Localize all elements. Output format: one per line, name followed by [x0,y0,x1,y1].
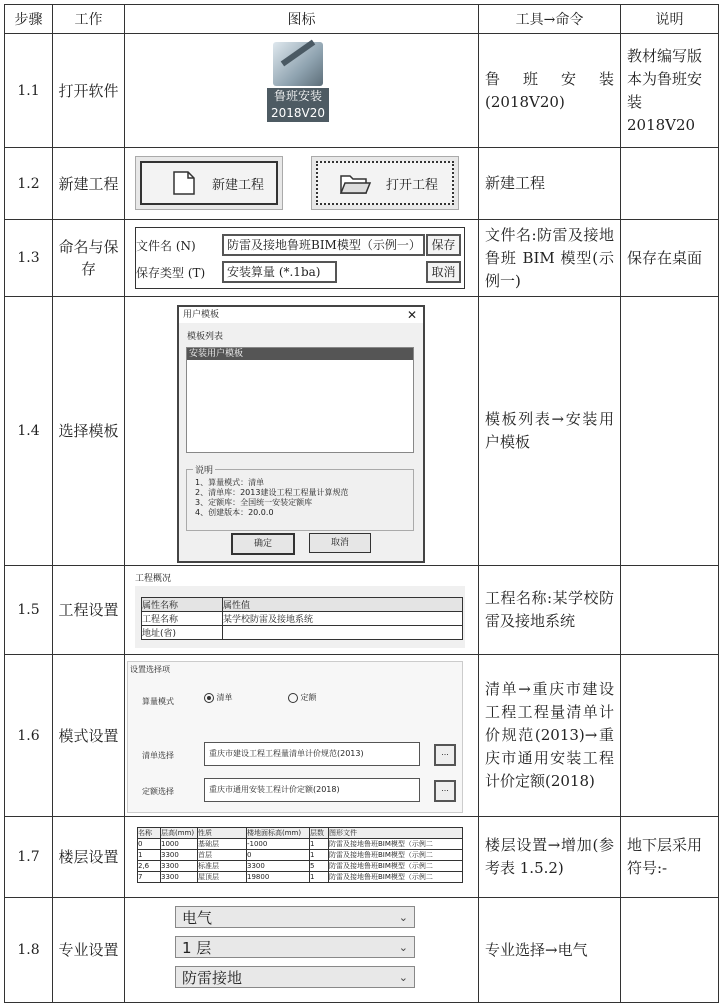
step-number: 1.7 [5,817,53,898]
filetype-label: 保存类型 (T) [136,266,206,280]
description-line: 1、算量模式：清单 [195,478,265,487]
filename-label: 文件名 (N) [136,239,196,253]
new-file-icon [168,168,198,198]
step-number: 1.6 [5,655,53,817]
command-text: 楼层设置→增加(参考表 1.5.2) [479,817,621,898]
mode-label: 算量模式 [142,697,174,706]
section-title: 工程概况 [135,574,172,584]
cancel-button[interactable]: 取消 [309,533,371,553]
figure-project-settings [125,566,478,654]
work-name: 专业设置 [53,898,125,1003]
property-value[interactable]: 某学校防雷及接地系统 [223,612,463,626]
column-header: 属性值 [223,598,463,612]
header-step: 步骤 [5,5,53,34]
floor-table [137,827,463,883]
column-header: 层高(mm) [161,828,198,839]
app-shortcut[interactable] [267,42,329,130]
step-number: 1.1 [5,34,53,148]
table-row [5,898,719,1003]
note-text [621,655,719,817]
discipline-dropdown[interactable]: 电气 ⌄ [175,906,415,928]
new-project-label: 新建工程 [212,177,265,193]
dialog-title: 用户模板 [183,310,220,320]
table-row[interactable]: 0 1000 基础层 -1000 1 防雷及接地鲁班BIM模型（示例二 [138,839,463,850]
list-browse-button[interactable]: ... [434,744,456,766]
component-dropdown[interactable]: 防雷接地 ⌄ [175,966,415,988]
list-select-field[interactable]: 重庆市建设工程工程量清单计价规范(2013) [204,742,420,766]
header-work: 工作 [53,5,125,34]
open-project-button[interactable] [311,156,459,210]
section-title: 设置选择项 [130,665,170,674]
note-text [621,898,719,1003]
step-number: 1.2 [5,148,53,220]
property-name: 工程名称 [142,612,223,626]
work-name: 工程设置 [53,566,125,655]
user-template-dialog [177,305,425,563]
table-row [5,566,719,655]
note-text: 保存在桌面 [621,220,719,297]
ok-button[interactable]: 确定 [231,533,295,555]
note-text [621,566,719,655]
command-text: 模板列表→安装用户模板 [479,297,621,566]
header-command: 工具→命令 [479,5,621,34]
figure-open-software [125,34,478,147]
new-project-button[interactable] [135,156,283,210]
command-text: 清单→重庆市建设工程工程量清单计价规范(2013)→重庆市通用安装工程计价定额(2018) [479,655,621,817]
list-item[interactable]: 安装用户模板 [187,348,413,360]
table-row [5,655,719,817]
step-number: 1.3 [5,220,53,297]
save-button[interactable]: 保存 [426,234,461,256]
step-number: 1.8 [5,898,53,1003]
table-row[interactable]: 1 3300 首层 0 1 防雷及接地鲁班BIM模型（示例二 [138,850,463,861]
table-row [5,220,719,297]
steps-table [4,4,719,1003]
template-list-label: 模板列表 [187,332,224,342]
app-label: 鲁班安装 2018V20 [267,88,329,122]
mode-panel [127,661,463,813]
figure-mode-settings [125,655,478,816]
description-label: 说明 [193,463,215,476]
description-line: 2、清单库：2013建设工程工程量计算规范 [195,488,349,497]
table-row[interactable]: 7 3300 屋顶层 19800 1 防雷及接地鲁班BIM模型（示例二 [138,872,463,883]
description-line: 3、定额库：全国统一安装定额库 [195,498,313,507]
header-figure: 图标 [125,5,479,34]
table-row[interactable]: 2,6 3300 标准层 3300 5 防雷及接地鲁班BIM模型（示例二 [138,861,463,872]
note-text: 地下层采用符号:- [621,817,719,898]
header-note: 说明 [621,5,719,34]
column-header: 性质 [198,828,247,839]
table-row [5,297,719,566]
step-number: 1.5 [5,566,53,655]
column-header: 名称 [138,828,161,839]
quota-browse-button[interactable]: ... [434,780,456,802]
column-header: 楼地面标高(mm) [247,828,310,839]
command-text: 新建工程 [479,148,621,220]
description-group [186,469,414,531]
table-row [5,817,719,898]
note-text: 教材编写版本为鲁班安装 2018V20 [621,34,719,148]
work-name: 模式设置 [53,655,125,817]
list-select-label: 清单选择 [142,751,174,760]
quota-select-field[interactable]: 重庆市通用安装工程计价定额(2018) [204,778,420,802]
chevron-down-icon: ⌄ [398,941,408,954]
mode-radio-list[interactable]: 清单 [204,692,233,703]
description-line: 4、创建版本：20.0.0 [195,508,274,517]
table-row [5,148,719,220]
figure-new-project [125,148,478,219]
note-text [621,148,719,220]
radio-empty-icon [288,693,298,703]
command-text: 工程名称:某学校防雷及接地系统 [479,566,621,655]
note-text [621,297,719,566]
property-table [141,597,463,640]
open-folder-icon [338,168,372,198]
command-text: 鲁班安装(2018V20) [479,34,621,148]
work-name: 楼层设置 [53,817,125,898]
property-name: 地址(省) [142,626,223,640]
open-project-label: 打开工程 [386,177,439,193]
command-text: 文件名:防雷及接地鲁班 BIM 模型(示例一) [479,220,621,297]
close-icon[interactable]: ✕ [406,308,417,322]
app-logo-icon [273,42,323,86]
column-header: 层数 [310,828,329,839]
table-row [5,34,719,148]
figure-template-dialog [125,297,478,565]
command-text: 专业选择→电气 [479,898,621,1003]
floor-dropdown[interactable]: 1 层 ⌄ [175,936,415,958]
work-name: 打开软件 [53,34,125,148]
work-name: 选择模板 [53,297,125,566]
work-name: 命名与保存 [53,220,125,297]
figure-discipline-settings [125,898,478,1002]
step-number: 1.4 [5,297,53,566]
radio-selected-icon [204,693,214,703]
filename-field[interactable]: 防雷及接地鲁班BIM模型（示例一） [222,234,425,256]
chevron-down-icon: ⌄ [398,971,408,984]
column-header: 属性名称 [142,598,223,612]
cancel-button[interactable]: 取消 [426,261,461,283]
chevron-down-icon: ⌄ [398,911,408,924]
column-header: 图形文件 [329,828,463,839]
mode-radio-quota[interactable]: 定额 [288,692,317,703]
figure-floor-settings [125,817,478,897]
template-list[interactable] [186,347,414,453]
work-name: 新建工程 [53,148,125,220]
figure-save-dialog [125,220,478,296]
property-value[interactable] [223,626,463,640]
filetype-select[interactable]: 安装算量 (*.1ba) [222,261,337,283]
quota-select-label: 定额选择 [142,787,174,796]
